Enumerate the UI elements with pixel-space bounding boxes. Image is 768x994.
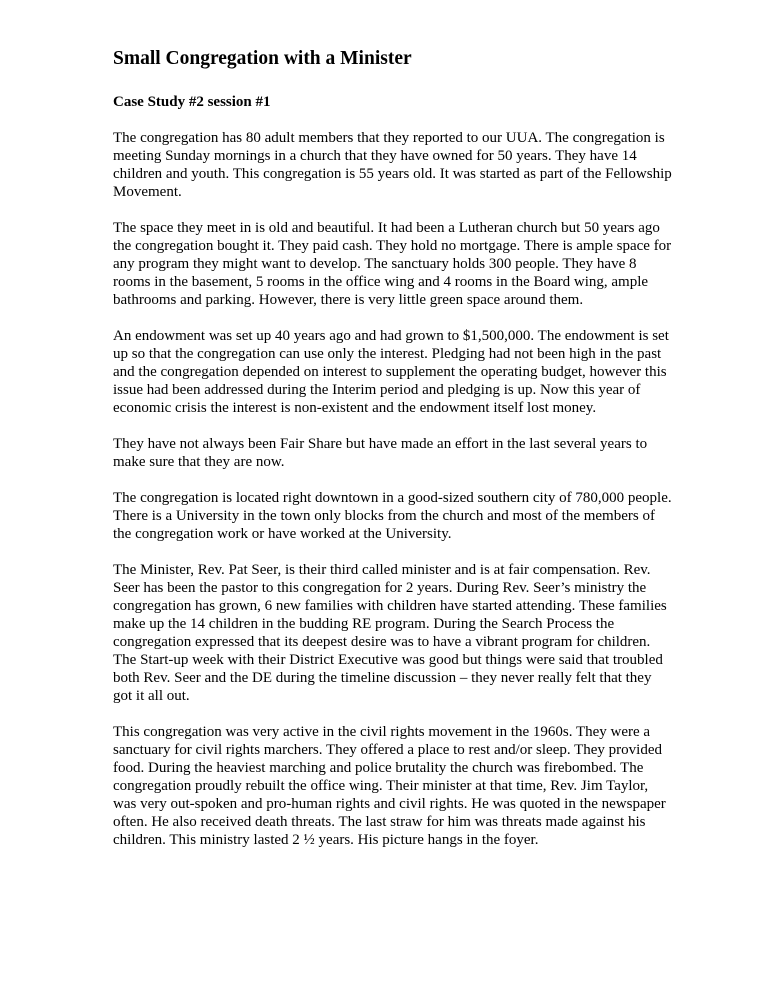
paragraph-fair-share: They have not always been Fair Share but have made an effort in the last several years to make sure that they are now. [113,436,648,470]
document-title: Small Congregation with a Minister [113,48,412,69]
paragraph-location: The congregation is located right downtown in a good-sized southern city of 780,000 people. There is a University in the town only blocks from the church and most of the members of the congregation work or have worked at the University. [113,490,672,542]
paragraph-building: The space they meet in is old and beautiful. It had been a Lutheran church but 50 years ago the congregation bought it. They paid cash. They hold no mortgage. There is ample space for any program they might want to develop. The sanctuary holds 300 people. They have 8 rooms in the basement, 5 rooms in the office wing and 4 rooms in the Board wing, ample bathrooms and parking. However, there is very little green space around them. [113,220,672,308]
paragraph-civil-rights: This congregation was very active in the civil rights movement in the 1960s. They were a sanctuary for civil rights marchers. They offered a place to rest and/or sleep. They provided food. During the heaviest marching and police brutality the church was firebombed. The congregation proudly rebuilt the office wing. Their minister at that time, Rev. Jim Taylor, was very out-spoken and pro-human rights and civil rights. He was quoted in the newspaper often. He also received death threats. The last straw for him was threats made against his children. This ministry lasted 2 ½ years. His picture hangs in the foyer. [113,724,666,848]
document-page [113,47,673,849]
paragraph-membership: The congregation has 80 adult members that they reported to our UUA. The congregation is meeting Sunday mornings in a church that they have owned for 50 years. They have 14 children and youth. This congregation is 55 years old. It was started as part of the Fellowship Movement. [113,130,672,200]
paragraph-endowment: An endowment was set up 40 years ago and had grown to $1,500,000. The endowment is set up so that the congregation can use only the interest. Pledging had not been high in the past and the congregation depended on interest to supplement the operating budget, however this issue had been addressed during the Interim period and pledging is up. Now this year of economic crisis the interest is non-existent and the endowment itself lost money. [113,328,669,416]
paragraph-minister: The Minister, Rev. Pat Seer, is their third called minister and is at fair compensation. Rev. Seer has been the pastor to this congregation for 2 years. During Rev. Seer’s ministry the congregation has grown, 6 new families with children have started attending. These families make up the 14 children in the budding RE program. During the Search Process the congregation expressed that its deepest desire was to have a vibrant program for children. The Start-up week with their District Executive was good but things were said that troubled both Rev. Seer and the DE during the timeline discussion – they never really felt that they got it all out. [113,562,667,704]
document-subtitle: Case Study #2 session #1 [113,94,271,110]
